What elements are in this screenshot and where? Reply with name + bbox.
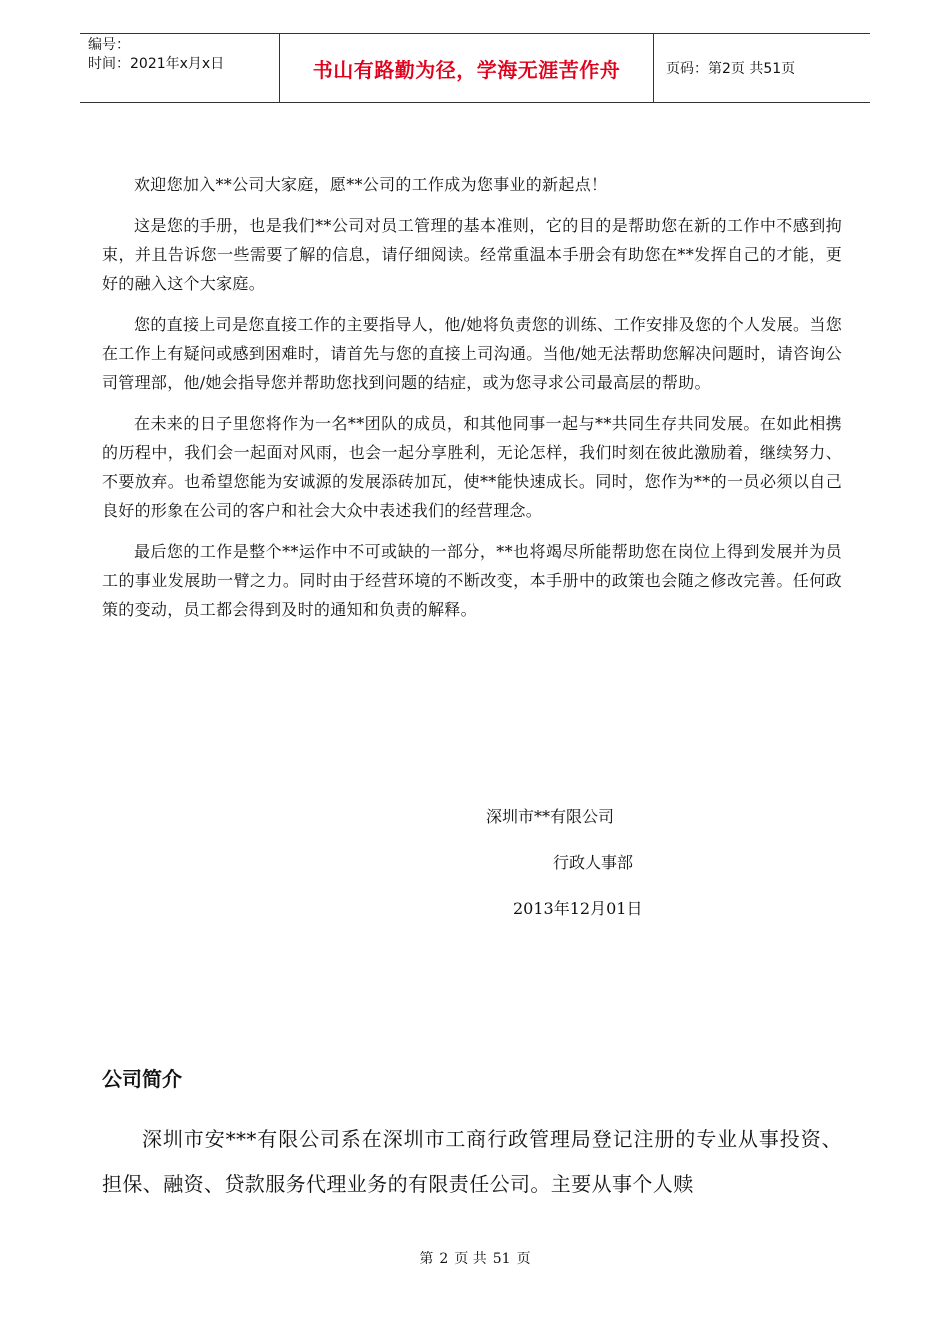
document-number: 编号： [88,37,130,53]
header-meta [80,34,280,102]
signature-company: 深圳市**有限公司 [486,807,615,826]
header-motto: 书山有路勤为径，学海无涯苦作舟 [280,34,654,102]
page-header [80,33,870,103]
signature-date: 2013年12月01日 [513,899,643,918]
document-time: 时间：2021年x月x日 [88,56,225,72]
footer-suffix: 页 [516,1251,531,1267]
footer-middle: 页 共 [454,1251,487,1267]
footer-total-pages: 51 [492,1251,511,1267]
page-footer [0,1248,950,1268]
header-page-info: 页码：第2页 共51页 [666,61,796,77]
welcome-letter [102,170,842,636]
paragraph: 最后您的工作是整个**运作中不可或缺的一部分，**也将竭尽所能帮助您在岗位上得到发展并为员工的事业发展助一臂之力。同时由于经营环境的不断改变，本手册中的政策也会随之修改完善。任何政策的变动，员工都会得到及时的通知和负责的解释。 [102,542,842,619]
footer-prefix: 第 [419,1251,434,1267]
section-title: 公司简介 [102,1067,182,1091]
paragraph: 欢迎您加入**公司大家庭，愿**公司的工作成为您事业的新起点！ [134,175,608,194]
paragraph: 这是您的手册，也是我们**公司对员工管理的基本准则，它的目的是帮助您在新的工作中不感到拘束，并且告诉您一些需要了解的信息，请仔细阅读。经常重温本手册会有助您在**发挥自己的才能，更好的融入这个大家庭。 [102,216,842,293]
paragraph: 在未来的日子里您将作为一名**团队的成员，和其他同事一起与**共同生存共同发展。在如此相携的历程中，我们会一起面对风雨，也会一起分享胜利，无论怎样，我们时刻在彼此激励着，继续努力、不要放弃。也希望您能为安诚源的发展添砖加瓦，使**能快速成长。同时，您作为**的一员必须以自己良好的形象在公司的客户和社会大众中表述我们的经营理念。 [102,414,842,520]
signature-department: 行政人事部 [553,853,634,872]
paragraph: 您的直接上司是您直接工作的主要指导人，他/她将负责您的训练、工作安排及您的个人发展。当您在工作上有疑问或感到困难时，请首先与您的直接上司沟通。当他/她无法帮助您解决问题时，请咨询公司管理部，他/她会指导您并帮助您找到问题的结症，或为您寻求公司最高层的帮助。 [102,315,842,392]
footer-page-number: 2 [439,1251,449,1267]
company-intro: 深圳市安***有限公司系在深圳市工商行政管理局登记注册的专业从事投资、担保、融资、贷款服务代理业务的有限责任公司。主要从事个人赎 [102,1127,842,1196]
